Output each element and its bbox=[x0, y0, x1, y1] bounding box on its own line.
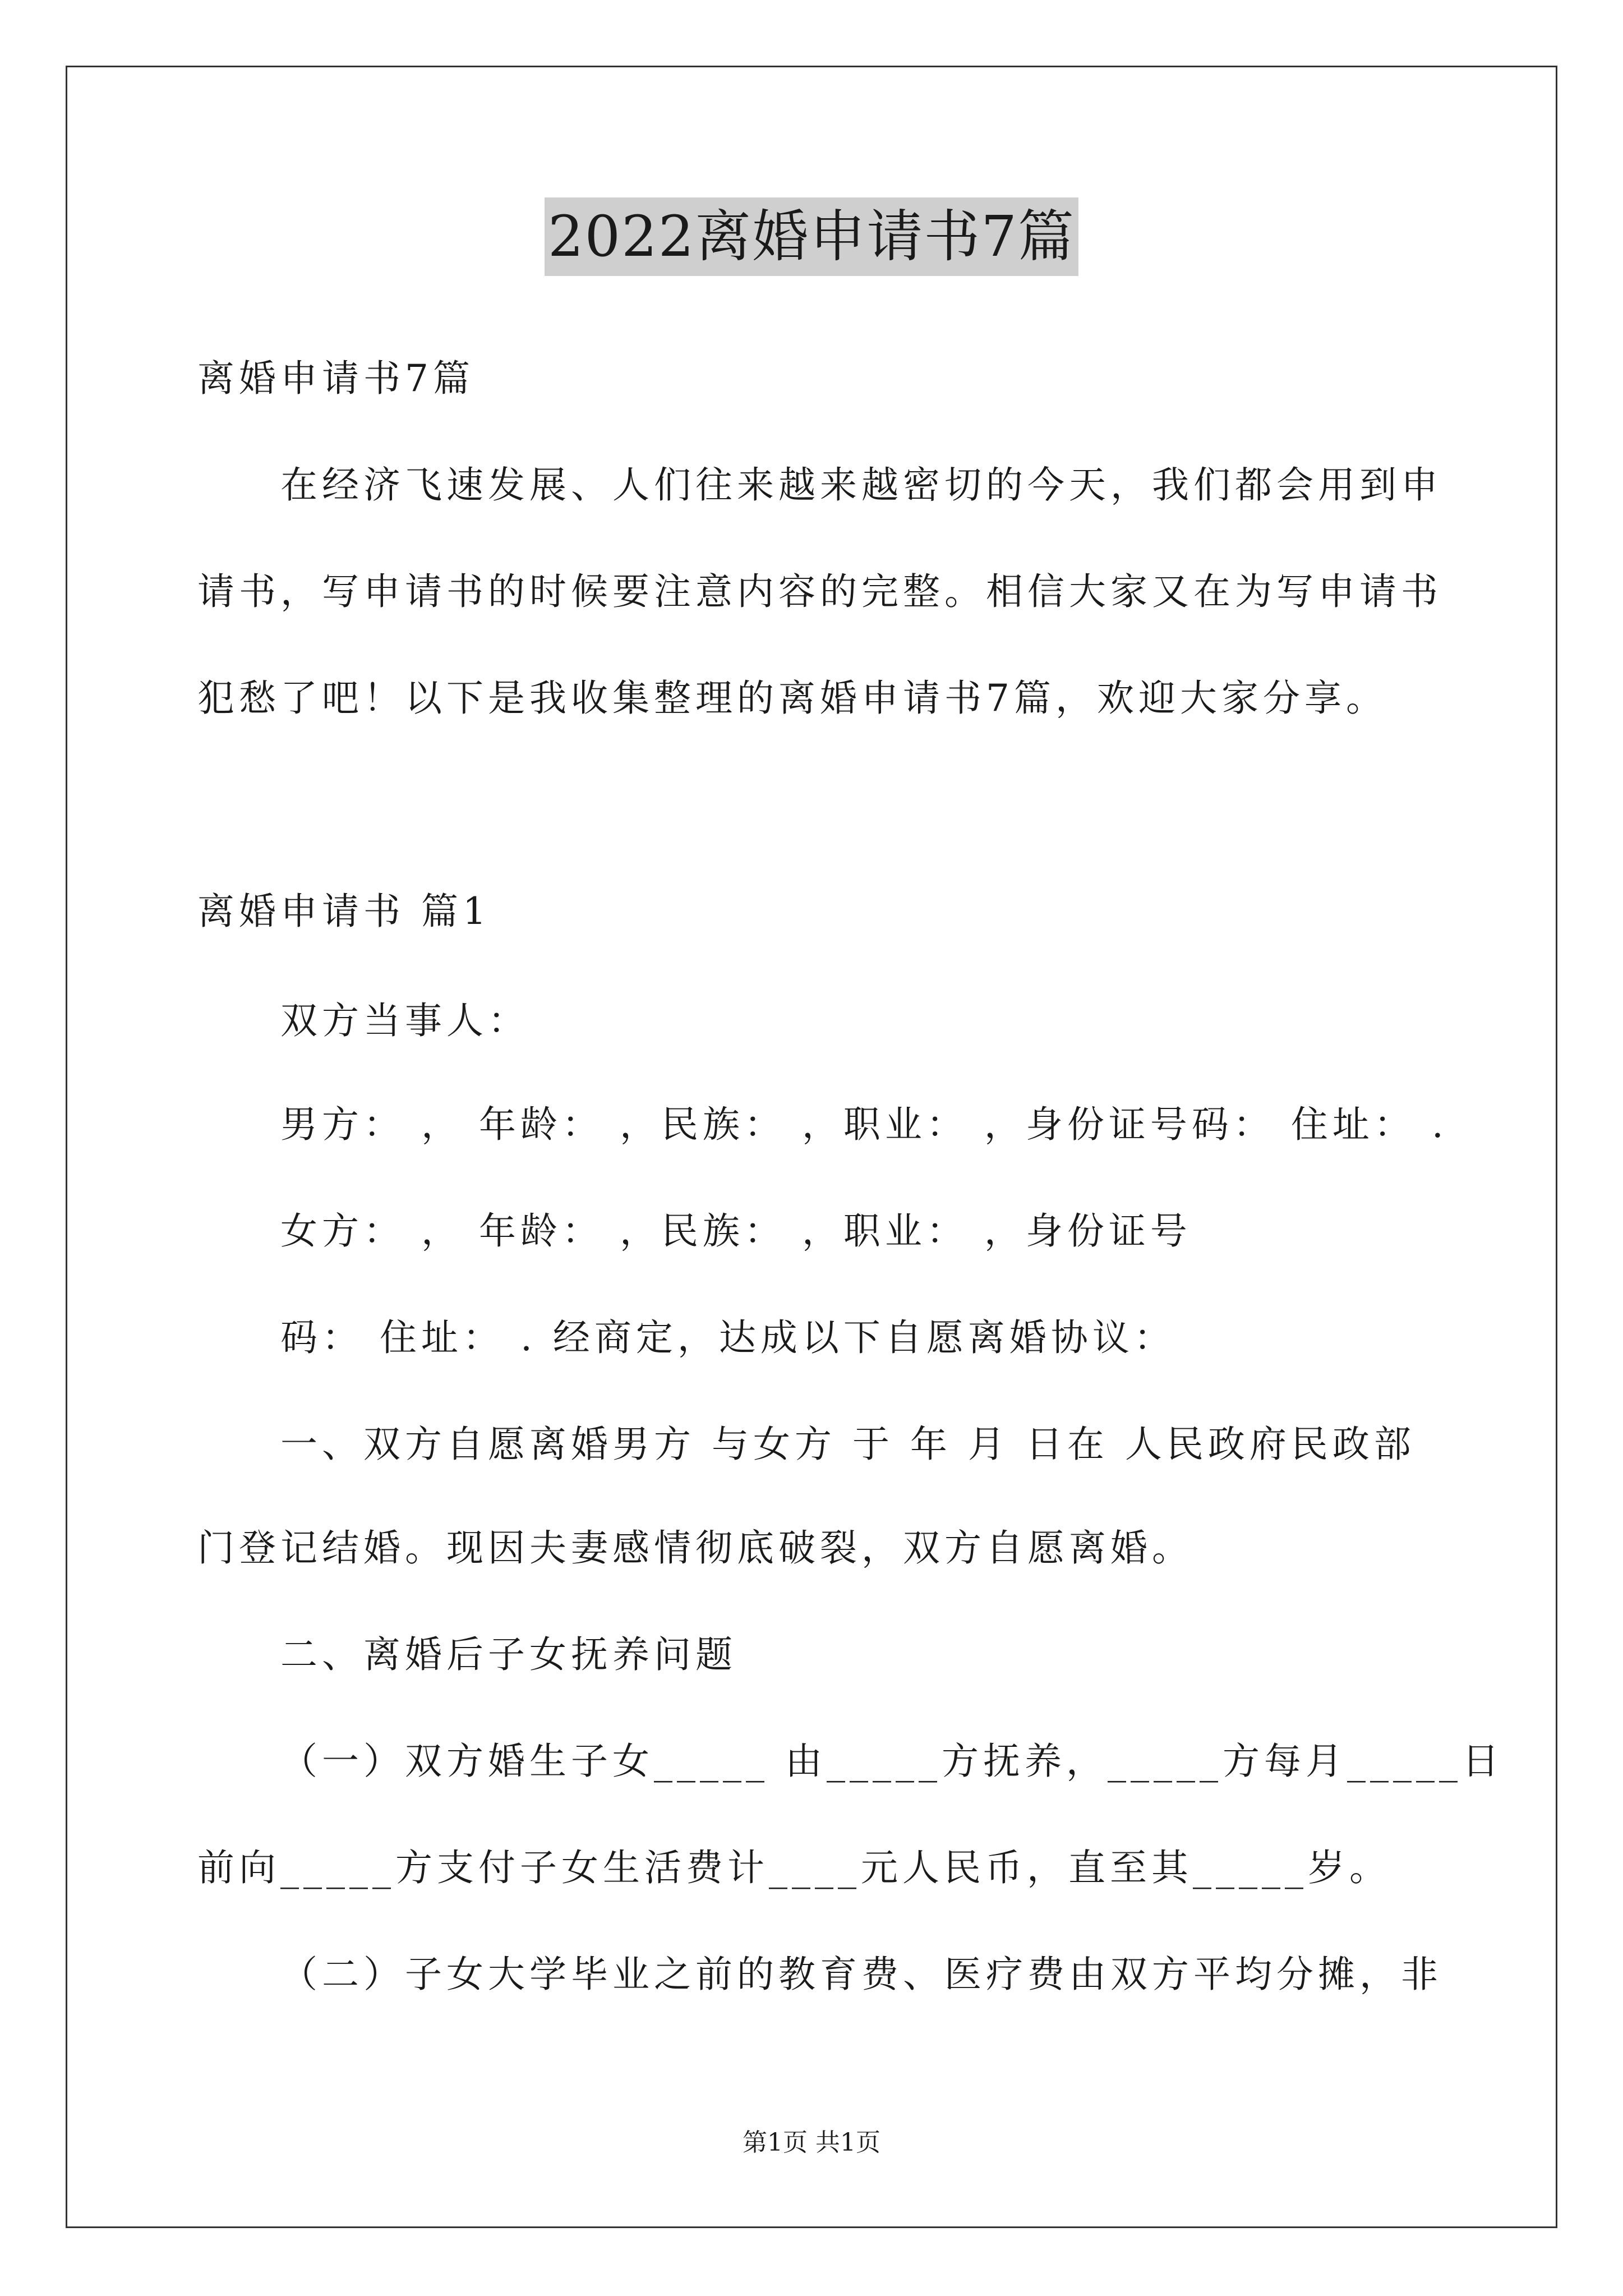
clause-1-line-2: 门登记结婚。现因夫妻感情彻底破裂，双方自愿离婚。 bbox=[197, 1526, 1193, 1570]
intro-paragraph-line-3: 犯愁了吧！以下是我收集整理的离婚申请书7篇，欢迎大家分享。 bbox=[197, 677, 1387, 720]
clause-1-line-1: 一、双方自愿离婚男方 与女方 于 年 月 日在 人民政府民政部 bbox=[280, 1423, 1415, 1466]
female-party-line-cont: 码： 住址： . 经商定，达成以下自愿离婚协议： bbox=[280, 1316, 1175, 1359]
clause-2-item-2-line-1: （二）子女大学毕业之前的教育费、医疗费由双方平均分摊，非 bbox=[280, 1953, 1442, 1996]
page-footer: 第1页 共1页 bbox=[743, 2128, 880, 2157]
section-heading: 离婚申请书 篇1 bbox=[197, 890, 491, 933]
subtitle-line: 离婚申请书7篇 bbox=[197, 357, 474, 400]
clause-2-item-1-line-2: 前向_____方支付子女生活费计____元人民币，直至其_____岁。 bbox=[197, 1846, 1391, 1889]
male-party-line: 男方： ， 年龄： ，民族： ，职业： ，身份证号码： 住址： . bbox=[280, 1103, 1448, 1146]
female-party-line: 女方： ， 年龄： ，民族： ，职业： ，身份证号 bbox=[280, 1209, 1192, 1253]
parties-label: 双方当事人： bbox=[280, 999, 529, 1042]
clause-2-heading: 二、离婚后子女抚养问题 bbox=[280, 1633, 737, 1676]
intro-paragraph-line-1: 在经济飞速发展、人们往来越来越密切的今天，我们都会用到申 bbox=[280, 463, 1442, 507]
title-text: 2022离婚申请书7篇 bbox=[545, 197, 1078, 276]
intro-paragraph-line-2: 请书，写申请书的时候要注意内容的完整。相信大家又在为写申请书 bbox=[197, 570, 1442, 613]
clause-2-item-1-line-1: （一）双方婚生子女_____ 由_____方抚养，_____方每月_____日 bbox=[280, 1740, 1504, 1783]
document-title bbox=[0, 197, 1623, 276]
